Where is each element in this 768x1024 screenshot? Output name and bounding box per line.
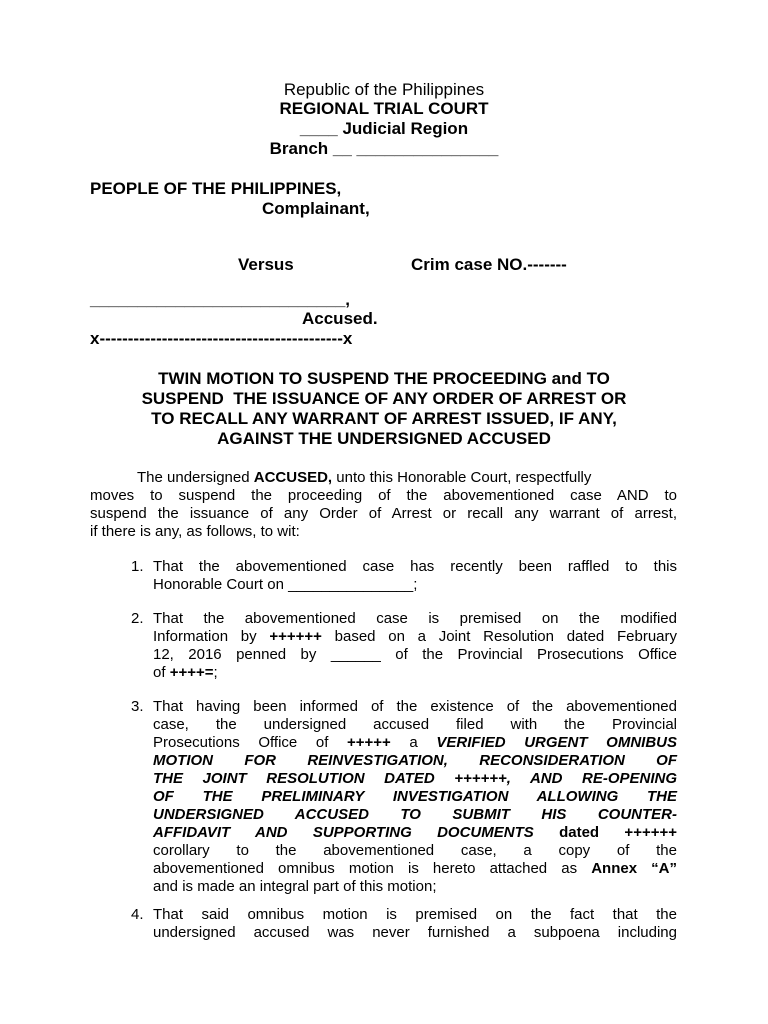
item-2-line-2 [153,628,677,646]
item-3-line-7: UNDERSIGNED ACCUSED TO SUBMIT HIS COUNTER- [153,806,677,823]
item-text: based on a Joint Resolution dated February [321,628,677,645]
dated-text: dated ++++++ [533,824,677,841]
item-3-line-3 [153,734,677,752]
item-3-line-1: That having been informed of the existence of the abovementioned [153,698,677,715]
item-2-line-4 [153,664,218,682]
motion-title-line-1: TWIN MOTION TO SUSPEND THE PROCEEDING and TO [158,369,610,388]
item-text: abovementioned omnibus motion is hereto attached as [153,860,592,877]
item-3-line-10 [153,860,677,878]
accused-emphasis: ACCUSED, [253,469,333,486]
item-2-number: 2. [131,610,144,627]
item-4-number: 4. [131,906,144,923]
item-3-line-4: MOTION FOR REINVESTIGATION, RECONSIDERATION OF [153,752,677,769]
item-3-line-5: THE JOINT RESOLUTION DATED ++++++, AND RE-OPENING [153,770,677,787]
item-text: Information by [153,628,270,645]
item-3-line-6: OF THE PRELIMINARY INVESTIGATION ALLOWING THE [153,788,677,805]
republic-heading: Republic of the Philippines [283,80,485,99]
item-3-line-11: and is made an integral part of this motion; [153,878,437,895]
motion-title-line-4: AGAINST THE UNDERSIGNED ACCUSED [217,429,551,448]
item-2-line-3: 12, 2016 penned by ______ of the Provincial Prosecutions Office [153,646,677,663]
caption-separator: x-------------------------------------------x [90,329,353,348]
motion-title-line-3: TO RECALL ANY WARRANT OF ARREST ISSUED, IF ANY, [151,409,617,428]
intro-text: unto this Honorable Court, respectfully [332,469,592,486]
accused-role: Accused. [302,309,378,328]
item-1-line-1: That the abovementioned case has recently been raffled to this [153,558,677,575]
item-4-line-2: undersigned accused was never furnished a subpoena including [153,924,677,941]
item-3-number: 3. [131,698,144,715]
case-number: Crim case NO.------- [411,255,567,274]
intro-line-4: if there is any, as follows, to wit: [90,523,300,540]
plaintiff-role: Complainant, [262,199,370,218]
intro-line-2: moves to suspend the proceeding of the abovementioned case AND to [90,487,677,504]
item-4-line-1: That said omnibus motion is premised on the fact that the [153,906,677,923]
intro-line-1 [137,469,591,487]
motion-name-text: VERIFIED URGENT OMNIBUS [436,734,677,751]
item-text: a [390,734,437,751]
redaction-mark: +++++ [347,734,391,751]
item-3-line-9: corollary to the abovementioned case, a copy of the [153,842,677,859]
item-2-line-1: That the abovementioned case is premised on the modified [153,610,677,627]
intro-line-3: suspend the issuance of any Order of Arrest or recall any warrant of arrest, [90,505,677,522]
item-3-line-8 [153,824,677,842]
intro-text: The undersigned [137,469,254,486]
item-1-line-2: Honorable Court on _______________; [153,576,418,593]
item-text: Prosecutions Office of [153,734,347,751]
item-text: ; [213,664,218,681]
item-text: of [153,664,170,681]
item-3-line-2: case, the undersigned accused filed with the Provincial [153,716,677,733]
redaction-mark: ++++= [169,664,214,681]
accused-blank: ___________________________, [90,290,350,309]
motion-name-text: AFFIDAVIT AND SUPPORTING DOCUMENTS [153,824,534,841]
plaintiff-name: PEOPLE OF THE PHILIPPINES, [90,179,342,198]
redaction-mark: ++++++ [269,628,322,645]
versus-label: Versus [238,255,294,274]
branch-heading: Branch __ _______________ [269,139,499,158]
motion-title-line-2: SUSPEND THE ISSUANCE OF ANY ORDER OF ARREST OR [141,389,627,408]
item-1-number: 1. [131,558,144,575]
region-heading: ____ Judicial Region [299,119,469,138]
court-heading: REGIONAL TRIAL COURT [279,99,489,118]
annex-label: Annex “A” [591,860,678,877]
